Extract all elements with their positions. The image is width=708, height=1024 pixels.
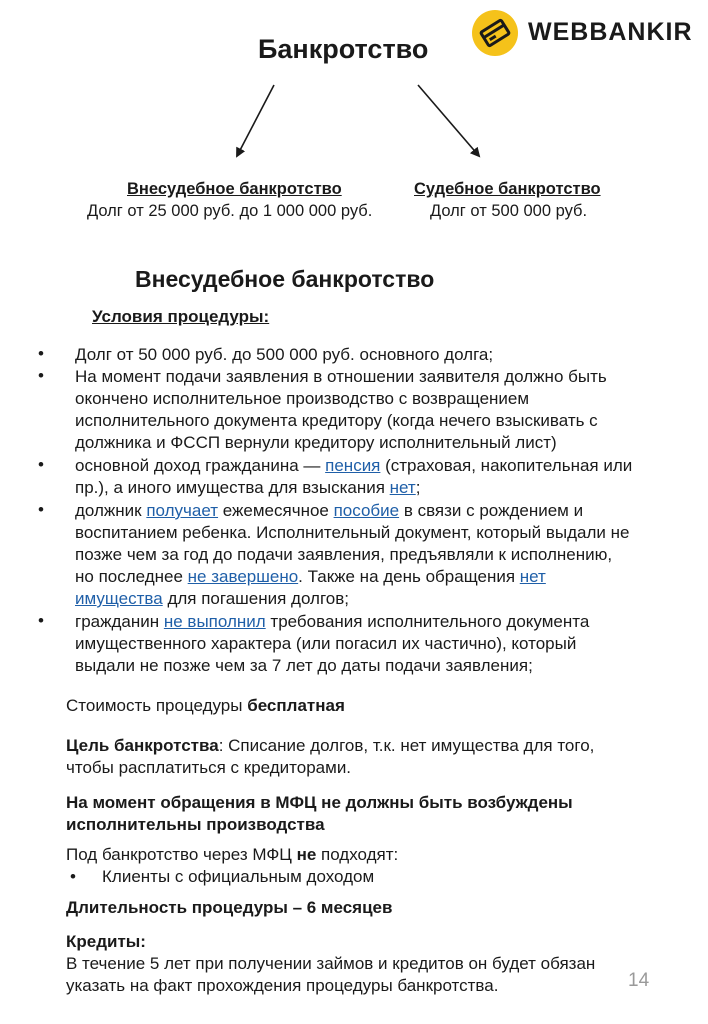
- credits-line-1: В течение 5 лет при получении займов и кредитов он будет обязан: [66, 954, 596, 973]
- branch-right-heading: Судебное банкротство: [414, 180, 601, 198]
- section-title: Внесудебное банкротство: [135, 266, 435, 292]
- procedure-duration: Длительность процедуры – 6 месяцев: [66, 898, 393, 917]
- condition-4-line-3: позже чем за год до подачи заявления, предъявляли к исполнению,: [75, 545, 613, 564]
- link-receives[interactable]: получает: [146, 501, 219, 520]
- condition-5-line-3: выдали не позже чем за 7 лет до даты подачи заявления;: [75, 656, 533, 675]
- page-title: Банкротство: [258, 34, 429, 64]
- condition-4-line-4: но последнее не завершено. Также на день обращения нет: [75, 567, 546, 586]
- link-no[interactable]: нет: [519, 567, 546, 586]
- goal-line-1: Цель банкротства: Списание долгов, т.к. нет имущества для того,: [66, 736, 595, 755]
- link-pension[interactable]: пенсия: [325, 456, 381, 475]
- credits-title: Кредиты:: [66, 932, 146, 951]
- logo-text: WEBBANKIR: [528, 18, 693, 46]
- condition-4-line-5: имущества для погашения долгов;: [75, 589, 350, 608]
- condition-4-line-2: воспитанием ребенка. Исполнительный документ, который выдали не: [75, 523, 630, 542]
- condition-1-line-1: Долг от 50 000 руб. до 500 000 руб. основного долга;: [75, 345, 494, 364]
- branch-left-amount: Долг от 25 000 руб. до 1 000 000 руб.: [87, 202, 373, 220]
- mfc-unsuitable: Под банкротство через МФЦ не подходят:: [66, 845, 399, 864]
- condition-5-line-2: имущественного характера (или погасил их частично), который: [75, 634, 577, 653]
- condition-2-line-3: исполнительного документа кредитору (когда нечего взыскивать с: [75, 411, 598, 430]
- mfc-warning-line-2: исполнительны производства: [66, 815, 325, 834]
- link-not-fulfilled[interactable]: не выполнил: [163, 612, 266, 631]
- condition-5-line-1: гражданин не выполнил требования исполнительного документа: [75, 612, 590, 631]
- condition-2-line-1: На момент подачи заявления в отношении заявителя должно быть: [75, 367, 607, 386]
- arrow-left: [237, 85, 274, 156]
- bullet-marker: •: [38, 366, 44, 385]
- mfc-unsuitable-item: Клиенты с официальным доходом: [102, 867, 375, 886]
- condition-4-line-1: должник получает ежемесячное пособие в связи с рождением и: [75, 501, 584, 520]
- bullet-marker: •: [38, 500, 44, 519]
- condition-2-line-4: должника и ФССП вернули кредитору исполнительный лист): [75, 433, 557, 452]
- bullet-marker: •: [38, 611, 44, 630]
- goal-line-2: чтобы расплатиться с кредиторами.: [66, 758, 352, 777]
- conditions-title: Условия процедуры:: [92, 307, 270, 326]
- branch-arrows: [0, 0, 708, 200]
- branch-right-amount: Долг от 500 000 руб.: [430, 202, 588, 220]
- procedure-cost: Стоимость процедуры бесплатная: [66, 696, 345, 715]
- credits-line-2: указать на факт прохождения процедуры банкротства.: [66, 976, 499, 995]
- bullet-marker: •: [70, 867, 76, 886]
- page-number: 14: [628, 970, 650, 991]
- link-property[interactable]: имущества: [75, 589, 163, 608]
- condition-3-line-1: основной доход гражданина — пенсия (страховая, накопительная или: [75, 456, 633, 475]
- branch-left-heading: Внесудебное банкротство: [127, 180, 342, 198]
- link-no-property[interactable]: нет: [389, 478, 416, 497]
- condition-3-line-2: пр.), а иного имущества для взыскания нет;: [75, 478, 421, 497]
- bullet-marker: •: [38, 455, 44, 474]
- mfc-warning-line-1: На момент обращения в МФЦ не должны быть возбуждены: [66, 793, 573, 812]
- link-not-completed[interactable]: не завершено: [187, 567, 299, 586]
- bullet-marker: •: [38, 344, 44, 363]
- link-allowance[interactable]: пособие: [333, 501, 400, 520]
- arrow-right: [418, 85, 479, 156]
- condition-2-line-2: окончено исполнительное производство с возвращением: [75, 389, 530, 408]
